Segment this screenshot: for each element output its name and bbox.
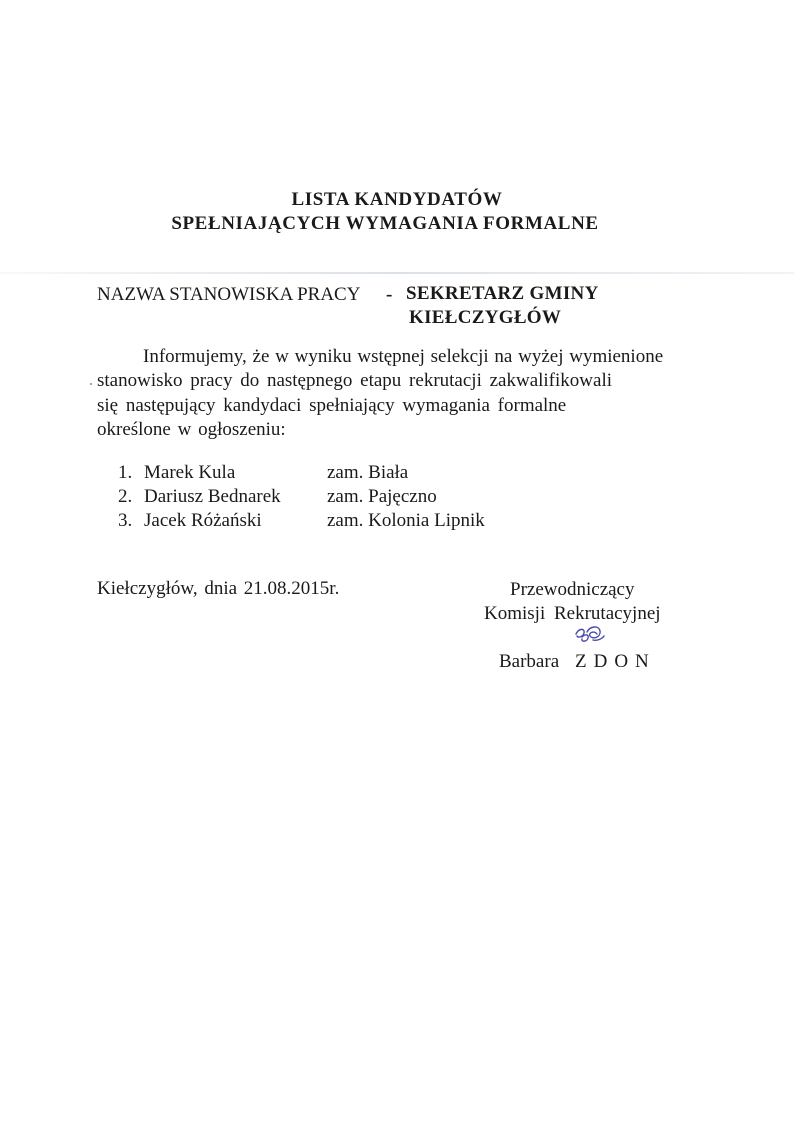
- candidate-name: Marek Kula: [144, 462, 236, 483]
- signatory-role-line-2: Komisji Rekrutacyjnej: [484, 603, 661, 624]
- position-label: NAZWA STANOWISKA PRACY: [97, 284, 361, 305]
- place-and-date: Kiełczygłów, dnia 21.08.2015r.: [97, 578, 340, 599]
- position-value-line-1: SEKRETARZ GMINY: [406, 283, 599, 304]
- candidate-number: 1.: [118, 462, 133, 483]
- signatory-first-name: Barbara: [499, 651, 560, 672]
- document-title-line-2: SPEŁNIAJĄCYCH WYMAGANIA FORMALNE: [171, 213, 599, 234]
- candidate-number: 3.: [118, 510, 133, 531]
- candidate-address: zam. Biała: [327, 462, 409, 483]
- paragraph-line: Informujemy, że w wyniku wstępnej selekcji na wyżej wymienione: [143, 346, 664, 367]
- candidate-name: Jacek Różański: [144, 510, 262, 531]
- paragraph-line: stanowisko pracy do następnego etapu rekrutacji zakwalifikowali: [97, 370, 612, 391]
- scan-artifact-line: [0, 272, 794, 274]
- handwritten-signature: [573, 622, 607, 650]
- position-separator: -: [386, 284, 393, 305]
- position-value-line-2: KIEŁCZYGŁÓW: [409, 307, 562, 328]
- scan-speck: [90, 383, 92, 385]
- candidate-address: zam. Pajęczno: [327, 486, 437, 507]
- signatory-role-line-1: Przewodniczący: [510, 579, 635, 600]
- candidate-number: 2.: [118, 486, 133, 507]
- candidate-address: zam. Kolonia Lipnik: [327, 510, 485, 531]
- paragraph-line: określone w ogłoszeniu:: [97, 419, 286, 440]
- paragraph-line: się następujący kandydaci spełniający wymagania formalne: [97, 395, 567, 416]
- document-title-line-1: LISTA KANDYDATÓW: [291, 189, 503, 210]
- signatory-last-name: ZDON: [575, 651, 656, 672]
- candidate-name: Dariusz Bednarek: [144, 486, 281, 507]
